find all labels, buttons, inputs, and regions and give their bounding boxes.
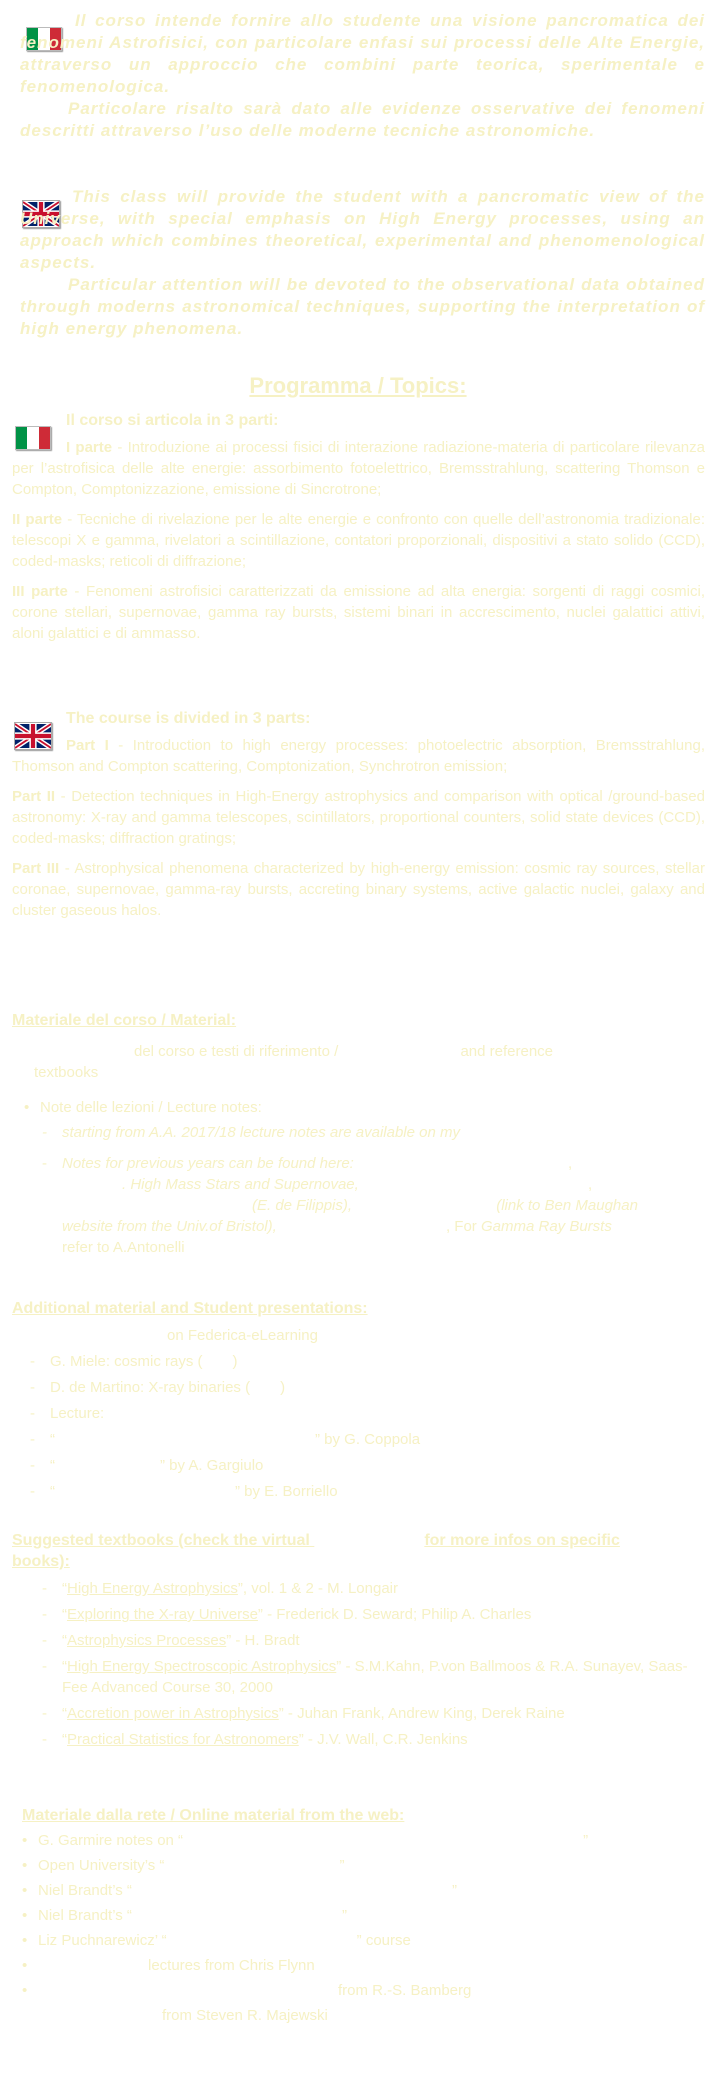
material-intro: del corso e testi di riferimento / and reference textbooks xyxy=(34,1043,554,1081)
intro-en-p1: This class will provide the student with a pancromatic view of the Universe, with special emphasis on High Energy processes, using an approach which combines theoretical, experimental and phenomenological aspects. xyxy=(20,187,705,272)
online-item: • G. Garmire notes on “ ” xyxy=(22,1830,705,1851)
online-item: • Open University’s “ ” xyxy=(22,1855,705,1876)
textbook-list xyxy=(12,1578,705,1750)
textbooks-section xyxy=(12,1530,705,1750)
program-en-part2: Part II - Detection techniques in High-Energy astrophysics and comparison with optical /ground-based astronomy: X-ray and gamma telescopes, scintillators, proportional counters, solid state devices (CCD), coded-masks; diffraction gratings; xyxy=(12,788,705,847)
online-item: • from R.-S. Bamberg xyxy=(22,1980,705,2001)
presentation-item: - “ ” by A. Gargiulo xyxy=(30,1455,705,1476)
online-item: • Niel Brandt’s “ ” xyxy=(22,1880,705,1901)
textbook-item: - “Astrophysics Processes” - H. Bradt xyxy=(42,1630,705,1651)
textbook-link[interactable]: High Energy Astrophysics xyxy=(67,1580,238,1597)
online-item: from Steven R. Majewski xyxy=(162,2007,328,2024)
textbook-link[interactable]: Accretion power in Astrophysics xyxy=(67,1705,279,1722)
textbook-item: - “High Energy Astrophysics”, vol. 1 & 2 - M. Longair xyxy=(42,1578,705,1599)
online-heading: Materiale dalla rete / Online material from the web: xyxy=(22,1807,405,1824)
material-section xyxy=(12,1010,705,1258)
online-section xyxy=(22,1805,705,2026)
textbook-link[interactable]: Practical Statistics for Astronomers xyxy=(67,1731,299,1748)
online-item: • Liz Puchnarewicz’ “ ” course xyxy=(22,1930,705,1951)
additional-item: - G. Miele: cosmic rays ( ) xyxy=(30,1351,705,1372)
intro-english xyxy=(20,186,705,340)
textbook-item: - “High Energy Spectroscopic Astrophysics” - S.M.Kahn, P.von Ballmoos & R.A. Sunayev, Saas-Fee Advanced Course 30, 2000 xyxy=(42,1656,705,1698)
program-en-part1: Part I - Introduction to high energy processes: photoelectric absorption, Bremsstrahlung, Thomson and Compton scattering, Comptonization, Synchrotron emission; xyxy=(12,737,705,775)
program-it-heading: Il corso si articola in 3 parti: xyxy=(66,412,279,429)
textbook-link[interactable]: High Energy Spectroscopic Astrophysics xyxy=(67,1658,337,1675)
program-en-heading: The course is divided in 3 parts: xyxy=(66,710,311,727)
program-it-part2: II parte - Tecniche di rivelazione per le alte energie e confronto con quelle dell’astronomia tradizionale: telescopi X e gamma, rivelatori a scintillazione, contatori proporzionali, dispositivi a stato solido (CCD), coded-masks; reticoli di diffrazione; xyxy=(12,511,705,570)
textbooks-heading: Suggested textbooks (check the virtual for more infos on specific books): xyxy=(12,1532,620,1570)
previous-notes-item: - Notes for previous years can be found here: , . High Mass Stars and Supernovae, , (E. de Filippis), (link to Ben Maughan website from the Univ.of Bristol), , For Gamma Ray Bursts refer to A.Antonelli xyxy=(42,1153,705,1258)
additional-heading: Additional material and Student presentations: xyxy=(12,1300,368,1317)
program-en-part3: Part III - Astrophysical phenomena characterized by high-energy emission: cosmic ray sources, stellar coronae, supernovae, gamma-ray bursts, accreting binary systems, active galactic nuclei, galaxy and cluster gaseous halos. xyxy=(12,860,705,919)
federica-link-line: on Federica-eLearning xyxy=(167,1327,318,1344)
textbook-item: - “Accretion power in Astrophysics” - Juhan Frank, Andrew King, Derek Raine xyxy=(42,1703,705,1724)
intro-it-p1: Il corso intende fornire allo studente una visione pancromatica dei fenomeni Astrofisici, con particolare enfasi sui processi delle Alte Energie, attraverso un approccio che combini parte teorica, sperimentale e fenomenologica. xyxy=(20,11,705,96)
additional-item: - Lecture: xyxy=(30,1403,705,1424)
textbook-link[interactable]: Astrophysics Processes xyxy=(67,1632,227,1649)
intro-en-p2: Particular attention will be devoted to the observational data obtained through moderns astronomical techniques, supporting the interpretation of high energy phenomena. xyxy=(20,275,705,338)
lecture-notes-label: • Note delle lezioni / Lecture notes: xyxy=(24,1097,705,1118)
online-item: • lectures from Chris Flynn xyxy=(22,1955,705,1976)
textbook-item: - “Exploring the X-ray Universe” - Frederick D. Seward; Philip A. Charles xyxy=(42,1604,705,1625)
online-item: • Niel Brandt’s “ ” xyxy=(22,1905,705,1926)
textbook-link[interactable]: Exploring the X-ray Universe xyxy=(67,1606,258,1623)
presentation-item: - “ ” by E. Borriello xyxy=(30,1481,705,1502)
program-it-part3: III parte - Fenomeni astrofisici caratterizzati da emissione ad alta energia: sorgenti di raggi cosmici, corone stellari, supernovae, gamma ray bursts, sistemi binari in accrescimento, nuclei galattici attivi, aloni galattici e di ammasso. xyxy=(12,583,705,642)
intro-italian xyxy=(20,10,705,142)
textbook-item: - “Practical Statistics for Astronomers” - J.V. Wall, C.R. Jenkins xyxy=(42,1729,705,1750)
lecture-notes-item: - starting from A.A. 2017/18 lecture notes are available on my xyxy=(42,1122,705,1143)
program-it-part1: I parte - Introduzione ai processi fisici di interazione radiazione-materia di particolare rilevanza per l’astrofisica delle alte energie: assorbimento fotoelettrico, Bremsstrahlung, scattering Thomson e Compton, Comptonizzazione, emissione di Sincrotrone; xyxy=(12,439,705,498)
presentation-item: - “ ” by G. Coppola xyxy=(30,1429,705,1450)
intro-it-p2: Particolare risalto sarà dato alle evidenze osservative dei fenomeni descritti attraverso l’uso delle moderne tecniche astronomiche. xyxy=(20,99,705,140)
program-italian xyxy=(12,410,705,644)
topics-title: Programma / Topics: xyxy=(249,373,467,398)
additional-section xyxy=(12,1298,705,1502)
additional-item: - D. de Martino: X-ray binaries ( ) xyxy=(30,1377,705,1398)
material-heading: Materiale del corso / Material: xyxy=(12,1012,237,1029)
program-english xyxy=(12,708,705,921)
